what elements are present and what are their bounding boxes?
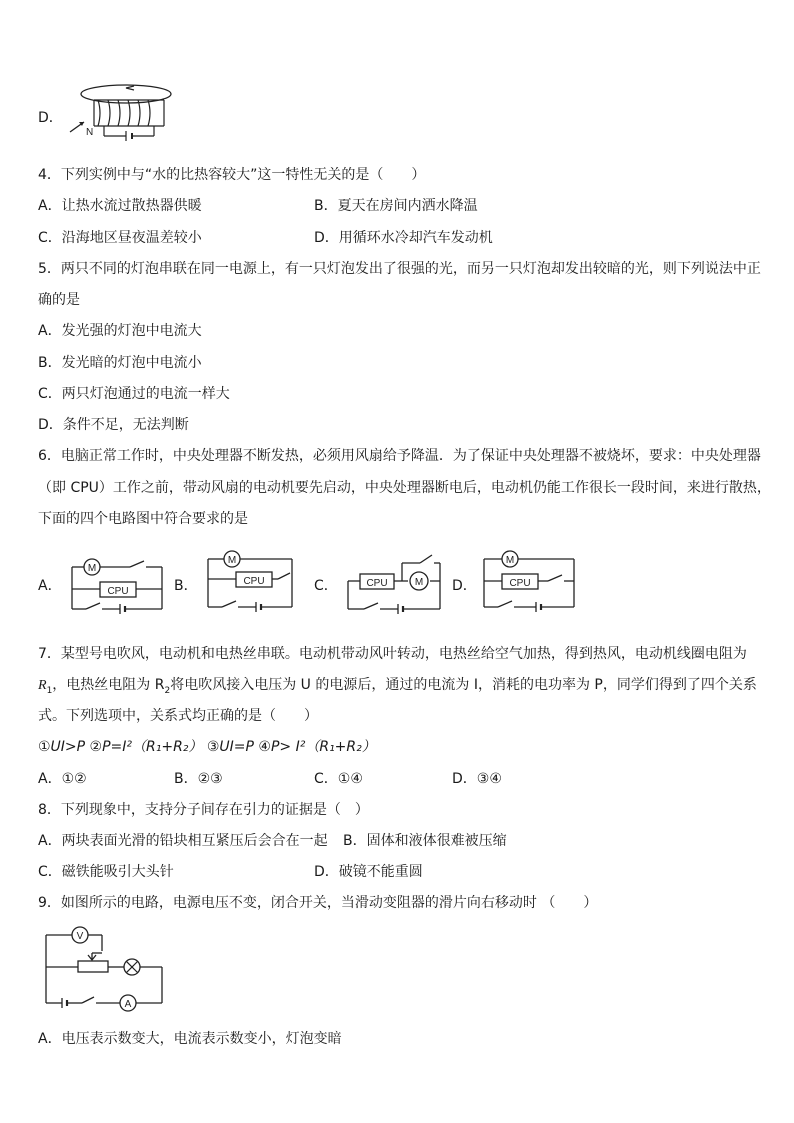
r1-subscript: 1: [46, 685, 53, 696]
q9-circuit-figure: [40, 923, 170, 1015]
q6-label-d: D．: [452, 578, 477, 594]
q7-stem-line2-mid: ，电热丝电阻为 R: [52, 677, 165, 693]
q8-stem: 8．下列现象中，支持分子间存在引力的证据是（ ）: [38, 802, 369, 818]
q3-solenoid-figure: [64, 80, 184, 142]
motor-label: M: [87, 563, 97, 574]
ammeter-label: A: [124, 999, 132, 1010]
motor-label: M: [414, 577, 424, 588]
q6-circuit-a: [64, 553, 168, 615]
compass-n-label: N: [86, 127, 94, 138]
q4-option-b: B．夏天在房间内洒水降温: [314, 198, 478, 214]
cpu-label: CPU: [509, 578, 531, 589]
r2-subscript: 2: [164, 685, 171, 696]
q9-option-a: A．电压表示数变大，电流表示数变小，灯泡变暗: [38, 1031, 342, 1047]
q4-stem: 4．下列实例中与“水的比热容较大”这一特性无关的是（ ）: [38, 167, 426, 183]
q5-stem-line2: 确的是: [38, 292, 80, 308]
q7-stem-line3: 式。下列选项中，关系式均正确的是（ ）: [38, 708, 318, 724]
q6-circuit-d: [476, 547, 582, 615]
q6-stem-line1: 6．电脑正常工作时，中央处理器不断发热，必须用风扇给予降温．为了保证中央处理器不被烧坏，要求：中央处理器: [38, 448, 761, 464]
q7-option-a: A．①②: [38, 771, 87, 787]
cpu-label: CPU: [366, 578, 388, 589]
q3-option-d-label: D．: [38, 110, 63, 126]
q9-stem: 9．如图所示的电路，电源电压不变，闭合开关，当滑动变阻器的滑片向右移动时 （ ）: [38, 895, 598, 911]
q6-label-c: C．: [314, 578, 338, 594]
q8-option-d: D．破镜不能重圆: [314, 864, 423, 880]
motor-label: M: [505, 555, 515, 566]
q5-option-d: D．条件不足，无法判断: [38, 417, 189, 433]
q7-stem-line1: 7．某型号电吹风，电动机和电热丝串联。电动机带动风叶转动，电热丝给空气加热，得到热风，电动机线圈电阻为: [38, 646, 747, 662]
q6-stem-line2: （即 CPU）工作之前，带动风扇的电动机要先启动，中央处理器断电后，电动机仍能工作很长一段时间，来进行散热，: [38, 480, 771, 496]
q6-stem-line3: 下面的四个电路图中符合要求的是: [38, 511, 248, 527]
q6-circuit-c: [340, 545, 446, 617]
q7-relations: ①UI>P ②P=I²（R₁+R₂） ③UI=P ④P> I²（R₁+R₂）: [38, 739, 376, 755]
q8-option-a: A．两块表面光滑的铅块相互紧压后会合在一起: [38, 833, 328, 849]
q4-option-c: C．沿海地区昼夜温差较小: [38, 230, 202, 246]
q4-option-d: D．用循环水冷却汽车发动机: [314, 230, 493, 246]
q4-option-a: A．让热水流过散热器供暖: [38, 198, 202, 214]
q6-label-b: B．: [174, 578, 198, 594]
q8-option-c: C．磁铁能吸引大头针: [38, 864, 174, 880]
cpu-label: CPU: [107, 586, 129, 597]
q8-option-b: B．固体和液体很难被压缩: [343, 833, 507, 849]
q5-option-b: B．发光暗的灯泡中电流小: [38, 355, 202, 371]
motor-label: M: [227, 555, 237, 566]
q6-label-a: A．: [38, 578, 62, 594]
q7-option-b: B．②③: [174, 771, 223, 787]
q6-circuit-b: [200, 547, 300, 615]
cpu-label: CPU: [243, 576, 265, 587]
voltmeter-label: V: [76, 931, 84, 942]
r1-symbol: R: [38, 678, 47, 693]
q5-option-c: C．两只灯泡通过的电流一样大: [38, 386, 230, 402]
q7-stem-line2: [38, 675, 757, 701]
q5-stem-line1: 5．两只不同的灯泡串联在同一电源上，有一只灯泡发出了很强的光，而另一只灯泡却发出较暗的光，则下列说法中正: [38, 261, 761, 277]
q5-option-a: A．发光强的灯泡中电流大: [38, 323, 202, 339]
q7-stem-line2-rest: 将电吹风接入电压为 U 的电源后，通过的电流为 I，消耗的电功率为 P，同学们得到了四个关系: [170, 677, 757, 693]
q7-option-c: C．①④: [314, 771, 363, 787]
q7-option-d: D．③④: [452, 771, 502, 787]
